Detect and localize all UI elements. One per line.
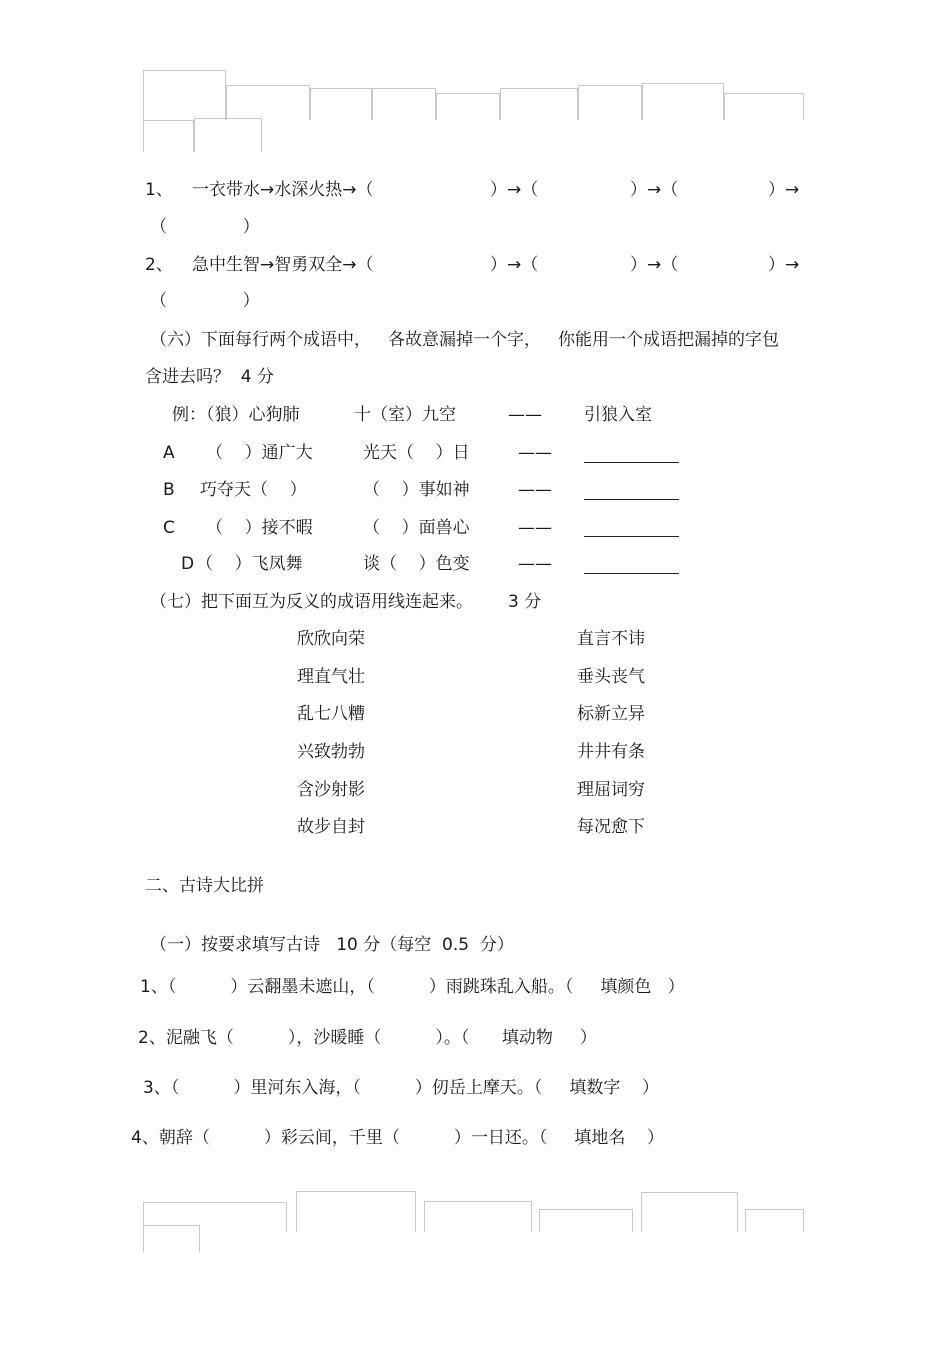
- section-7-title: （七）把下面互为反义的成语用线连起来。: [150, 592, 473, 612]
- row-dash: ——: [518, 554, 552, 574]
- chain-blank-2: ）→（: [630, 180, 679, 200]
- left-idiom[interactable]: 含沙射影: [297, 780, 365, 800]
- poem-item: 2、泥融飞（ ），沙暖睡（ ）。（ 填动物 ）: [138, 1028, 597, 1048]
- row-dash: ——: [518, 480, 552, 500]
- left-idiom[interactable]: 兴致勃勃: [297, 742, 365, 762]
- row-dash: ——: [518, 518, 552, 538]
- section-6-title-c: 你能用一个成语把漏掉的字包: [558, 330, 779, 350]
- question-number: 1、: [145, 180, 173, 200]
- chain-continuation: （ ）: [150, 217, 260, 237]
- row-second-idiom: （ ）面兽心: [363, 518, 470, 538]
- row-first-idiom: （ ）通广大: [206, 443, 313, 463]
- chain-start: 一衣带水→水深火热→（: [192, 180, 374, 200]
- row-first-idiom: （ ）接不暇: [206, 518, 313, 538]
- right-idiom[interactable]: 每况愈下: [577, 817, 645, 837]
- row-second-idiom: 谈（ ）色变: [363, 554, 470, 574]
- part-2-subheading: （一）按要求填写古诗 10 分（每空 0.5 分）: [150, 935, 514, 955]
- row-label: D: [181, 554, 195, 574]
- section-6-title-a: （六）下面每行两个成语中，: [150, 330, 371, 350]
- example-dash: ——: [508, 405, 542, 425]
- example-second: 十（室）九空: [354, 405, 456, 425]
- poem-item: 1、（ ）云翻墨未遮山，（ ）雨跳珠乱入船。（ 填颜色 ）: [140, 977, 685, 997]
- chain-blank-3: ）→: [768, 180, 800, 200]
- right-idiom[interactable]: 标新立异: [577, 704, 645, 724]
- row-second-idiom: （ ）事如神: [363, 480, 470, 500]
- left-idiom[interactable]: 故步自封: [297, 817, 365, 837]
- answer-blank[interactable]: [584, 499, 679, 500]
- chain-blank-1: ）→（: [490, 255, 539, 275]
- row-first-idiom: （ ）飞凤舞: [196, 554, 303, 574]
- left-idiom[interactable]: 乱七八糟: [297, 704, 365, 724]
- left-idiom[interactable]: 欣欣向荣: [297, 629, 365, 649]
- row-second-idiom: 光天（ ）日: [363, 443, 470, 463]
- row-label: B: [163, 480, 175, 500]
- question-number: 2、: [145, 255, 173, 275]
- right-idiom[interactable]: 理屈词穷: [577, 780, 645, 800]
- left-idiom[interactable]: 理直气壮: [297, 667, 365, 687]
- example-first: 例：（狼）心狗肺: [172, 405, 300, 425]
- chain-continuation: （ ）: [150, 291, 260, 311]
- chain-blank-2: ）→（: [630, 255, 679, 275]
- section-7-score: 3 分: [508, 592, 542, 612]
- chain-blank-1: ）→（: [490, 180, 539, 200]
- answer-blank[interactable]: [584, 536, 679, 537]
- row-dash: ——: [518, 443, 552, 463]
- example-answer: 引狼入室: [584, 405, 652, 425]
- poem-item: 3、（ ）里河东入海，（ ）仞岳上摩天。（ 填数字 ）: [143, 1078, 660, 1098]
- right-idiom[interactable]: 垂头丧气: [577, 667, 645, 687]
- answer-blank[interactable]: [584, 462, 679, 463]
- row-label: A: [163, 443, 175, 463]
- part-2-heading: 二、古诗大比拼: [145, 876, 264, 896]
- poem-item: 4、朝辞（ ）彩云间，千里（ ）一日还。（ 填地名 ）: [131, 1128, 665, 1148]
- chain-start: 急中生智→智勇双全→（: [192, 255, 374, 275]
- answer-blank[interactable]: [584, 573, 679, 574]
- row-first-idiom: 巧夺天（ ）: [200, 480, 307, 500]
- section-6-title-b: 各故意漏掉一个字，: [388, 330, 541, 350]
- row-label: C: [163, 518, 175, 538]
- right-idiom[interactable]: 直言不讳: [577, 629, 645, 649]
- chain-blank-3: ）→: [768, 255, 800, 275]
- section-6-title-line2: 含进去吗？ 4 分: [145, 367, 275, 387]
- right-idiom[interactable]: 井井有条: [577, 742, 645, 762]
